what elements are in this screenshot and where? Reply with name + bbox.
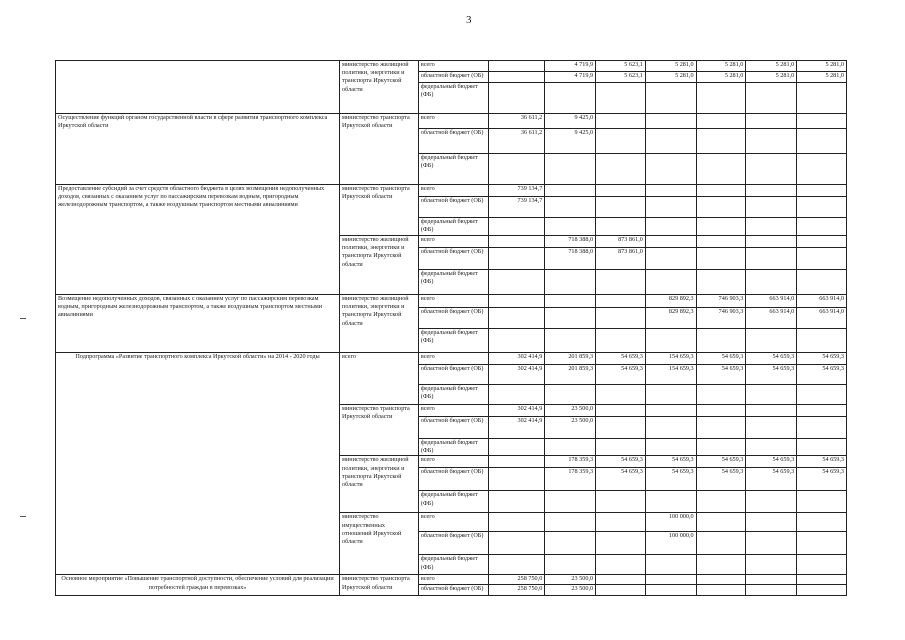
amount-cell: 5 281,0 [696,61,746,72]
amount-cell [596,185,646,197]
amount-cell: 829 892,3 [645,308,696,329]
amount-cell: 663 914,0 [797,295,847,308]
table-body [56,61,847,596]
program-name-cell: Основное мероприятие «Повышение транспортной доступности, обеспечение условий для реализации потребностей граждан в перевозках» [56,575,340,595]
amount-cell [797,197,847,218]
amount-cell [489,491,545,513]
amount-cell [746,83,797,114]
amount-cell: 54 659,3 [645,468,696,491]
amount-cell [696,575,746,584]
amount-cell: 663 914,0 [797,308,847,329]
funding-source-cell: областной бюджет (ОБ) [418,248,488,270]
amount-cell [596,491,646,513]
funding-source-cell: федеральный бюджет (ФБ) [418,385,488,405]
amount-cell [645,114,696,129]
amount-cell [696,439,746,456]
funding-source-cell: всего [418,456,488,468]
amount-cell: 54 659,3 [797,353,847,365]
amount-cell: 829 892,3 [645,295,696,308]
amount-cell [596,129,646,154]
amount-cell [696,83,746,114]
program-name-cell [56,61,340,114]
amount-cell [746,417,797,439]
amount-cell: 873 861,0 [596,236,646,248]
amount-cell: 54 659,3 [645,456,696,468]
amount-cell [645,555,696,575]
amount-cell [797,417,847,439]
amount-cell [696,248,746,270]
amount-cell [797,329,847,353]
amount-cell: 302 414,9 [489,365,545,385]
amount-cell: 746 903,3 [696,308,746,329]
amount-cell [746,555,797,575]
amount-cell [746,197,797,218]
amount-cell: 258 750,0 [489,575,545,584]
amount-cell: 873 861,0 [596,248,646,270]
amount-cell [797,270,847,295]
amount-cell [696,329,746,353]
budget-table-sheet [55,60,847,596]
amount-cell: 23 500,0 [545,584,596,595]
amount-cell [645,329,696,353]
amount-cell: 54 659,3 [746,468,797,491]
amount-cell [545,513,596,532]
funding-source-cell: областной бюджет (ОБ) [418,365,488,385]
amount-cell [596,405,646,417]
amount-cell [596,154,646,185]
amount-cell [489,154,545,185]
amount-cell: 23 500,0 [545,575,596,584]
amount-cell [696,555,746,575]
amount-cell: 302 414,9 [489,353,545,365]
amount-cell [596,308,646,329]
amount-cell [596,329,646,353]
program-name-cell: Предоставление субсидий за счет средств областного бюджета в целях возмещения недополученных доходов, связанных с оказанием услуг по пассажирским перевозкам водным, пригородным железнодорожным транспортом, а также воздушным транспортом местными авиалиниями [56,185,340,295]
amount-cell [596,270,646,295]
amount-cell [645,154,696,185]
amount-cell [746,439,797,456]
amount-cell [797,236,847,248]
funding-source-cell: всего [418,61,488,72]
amount-cell [696,584,746,595]
amount-cell [645,405,696,417]
funding-source-cell: областной бюджет (ОБ) [418,417,488,439]
amount-cell [645,575,696,584]
amount-cell [545,329,596,353]
amount-cell: 36 611,2 [489,129,545,154]
executor-cell: министерство имущественных отношений Иркутской области [340,513,419,575]
amount-cell: 100 000,0 [645,532,696,555]
table-row [56,353,847,365]
amount-cell: 36 611,2 [489,114,545,129]
amount-cell [596,83,646,114]
amount-cell [596,513,646,532]
amount-cell: 201 859,3 [545,353,596,365]
amount-cell [746,185,797,197]
amount-cell [596,575,646,584]
amount-cell: 5 623,1 [596,61,646,72]
amount-cell [797,513,847,532]
amount-cell [545,218,596,236]
amount-cell [545,385,596,405]
amount-cell [489,468,545,491]
executor-cell: министерство транспорта Иркутской области [340,114,419,185]
amount-cell [645,584,696,595]
amount-cell [545,197,596,218]
funding-source-cell: всего [418,405,488,417]
amount-cell: 54 659,3 [746,456,797,468]
budget-table [55,60,847,596]
amount-cell [797,248,847,270]
amount-cell: 739 134,7 [489,197,545,218]
funding-source-cell: всего [418,114,488,129]
funding-source-cell: всего [418,513,488,532]
amount-cell [746,154,797,185]
amount-cell [746,385,797,405]
program-name-cell: Осуществление функций органом государственной власти в сфере развития транспортного комплекса Иркутской области [56,114,340,185]
amount-cell [596,584,646,595]
margin-mark [20,318,26,319]
amount-cell [489,218,545,236]
funding-source-cell: областной бюджет (ОБ) [418,584,488,595]
amount-cell [489,513,545,532]
amount-cell [696,491,746,513]
amount-cell [797,114,847,129]
funding-source-cell: федеральный бюджет (ФБ) [418,491,488,513]
amount-cell [596,439,646,456]
amount-cell: 9 425,0 [545,129,596,154]
funding-source-cell: всего [418,575,488,584]
funding-source-cell: всего [418,353,488,365]
amount-cell [489,385,545,405]
amount-cell [797,154,847,185]
amount-cell: 746 903,3 [696,295,746,308]
amount-cell [545,270,596,295]
amount-cell [596,218,646,236]
amount-cell [696,114,746,129]
funding-source-cell: федеральный бюджет (ФБ) [418,154,488,185]
amount-cell: 5 281,0 [746,61,797,72]
amount-cell: 5 281,0 [696,72,746,83]
amount-cell: 5 281,0 [797,72,847,83]
program-name-cell: Подпрограмма «Развитие транспортного комплекса Иркутской области» на 2014 - 2020 годы [56,353,340,575]
amount-cell: 5 281,0 [645,61,696,72]
amount-cell [797,575,847,584]
amount-cell: 54 659,3 [596,365,646,385]
funding-source-cell: федеральный бюджет (ФБ) [418,329,488,353]
amount-cell: 739 134,7 [489,185,545,197]
amount-cell [797,439,847,456]
amount-cell [545,185,596,197]
amount-cell [489,555,545,575]
margin-mark [20,516,26,517]
amount-cell [696,385,746,405]
amount-cell [489,236,545,248]
amount-cell [746,405,797,417]
amount-cell [797,405,847,417]
amount-cell [645,417,696,439]
table-row [56,61,847,72]
amount-cell: 201 859,3 [545,365,596,385]
amount-cell [596,417,646,439]
amount-cell [645,439,696,456]
amount-cell: 54 659,3 [696,353,746,365]
amount-cell: 718 388,0 [545,236,596,248]
funding-source-cell: областной бюджет (ОБ) [418,197,488,218]
amount-cell: 54 659,3 [797,456,847,468]
amount-cell [696,236,746,248]
amount-cell: 54 659,3 [746,353,797,365]
program-name-cell: Возмещение недополученных доходов, связанных с оказанием услуг по пассажирским перевозкам водным, пригородным железнодорожным транспортом, а также воздушным транспортом местными авиалиниями [56,295,340,353]
amount-cell: 178 359,3 [545,456,596,468]
executor-cell: министерство транспорта Иркутской области [340,405,419,456]
funding-source-cell: областной бюджет (ОБ) [418,72,488,83]
amount-cell: 302 414,9 [489,405,545,417]
amount-cell [545,295,596,308]
amount-cell [746,532,797,555]
amount-cell [746,513,797,532]
funding-source-cell: всего [418,295,488,308]
amount-cell [746,129,797,154]
funding-source-cell: федеральный бюджет (ФБ) [418,270,488,295]
amount-cell: 258 750,0 [489,584,545,595]
amount-cell [797,218,847,236]
amount-cell [746,575,797,584]
executor-cell: всего [340,353,419,405]
amount-cell [489,61,545,72]
amount-cell [596,555,646,575]
funding-source-cell: всего [418,236,488,248]
amount-cell: 663 914,0 [746,308,797,329]
amount-cell [645,270,696,295]
amount-cell [797,532,847,555]
amount-cell: 154 659,3 [645,365,696,385]
amount-cell: 54 659,3 [596,468,646,491]
amount-cell [596,532,646,555]
amount-cell [746,270,797,295]
amount-cell [645,248,696,270]
executor-cell: министерство транспорта Иркутской области [340,185,419,236]
amount-cell: 54 659,3 [797,365,847,385]
amount-cell: 718 388,0 [545,248,596,270]
amount-cell: 23 500,0 [545,417,596,439]
amount-cell [797,129,847,154]
amount-cell [489,439,545,456]
amount-cell [645,185,696,197]
amount-cell [645,218,696,236]
amount-cell [645,385,696,405]
executor-cell: министерство жилищной политики, энергетики и транспорта Иркутской области [340,456,419,513]
amount-cell: 100 000,0 [645,513,696,532]
funding-source-cell: федеральный бюджет (ФБ) [418,555,488,575]
table-row [56,295,847,308]
amount-cell [545,491,596,513]
funding-source-cell: областной бюджет (ОБ) [418,468,488,491]
table-row [56,575,847,584]
amount-cell: 663 914,0 [746,295,797,308]
funding-source-cell: областной бюджет (ОБ) [418,532,488,555]
amount-cell [746,114,797,129]
page-number: 3 [466,14,472,26]
amount-cell [545,154,596,185]
amount-cell: 5 623,1 [596,72,646,83]
amount-cell [797,491,847,513]
amount-cell [596,385,646,405]
amount-cell [489,532,545,555]
amount-cell: 54 659,3 [696,365,746,385]
amount-cell [746,248,797,270]
amount-cell [545,532,596,555]
executor-cell: министерство жилищной политики, энергетики и транспорта Иркутской области [340,236,419,295]
funding-source-cell: федеральный бюджет (ФБ) [418,439,488,456]
executor-cell: министерство жилищной политики, энергетики и транспорта Иркутской области [340,61,419,114]
amount-cell [645,83,696,114]
amount-cell [489,456,545,468]
amount-cell [696,197,746,218]
amount-cell [696,405,746,417]
amount-cell [746,491,797,513]
amount-cell: 302 414,9 [489,417,545,439]
amount-cell [797,185,847,197]
amount-cell: 54 659,3 [596,353,646,365]
amount-cell [489,72,545,83]
amount-cell [797,584,847,595]
amount-cell [545,555,596,575]
amount-cell [645,197,696,218]
amount-cell: 23 500,0 [545,405,596,417]
amount-cell [489,270,545,295]
amount-cell [797,83,847,114]
amount-cell: 4 719,9 [545,72,596,83]
amount-cell [596,197,646,218]
amount-cell [797,555,847,575]
amount-cell [746,218,797,236]
amount-cell [545,439,596,456]
amount-cell: 154 659,3 [645,353,696,365]
amount-cell [746,329,797,353]
executor-cell: министерство жилищной политики, энергетики и транспорта Иркутской области [340,295,419,353]
amount-cell [696,532,746,555]
amount-cell [797,385,847,405]
table-row [56,185,847,197]
funding-source-cell: областной бюджет (ОБ) [418,308,488,329]
amount-cell: 178 359,3 [545,468,596,491]
amount-cell [696,185,746,197]
funding-source-cell: федеральный бюджет (ФБ) [418,83,488,114]
amount-cell [696,270,746,295]
amount-cell [696,513,746,532]
amount-cell: 54 659,3 [696,468,746,491]
amount-cell [746,236,797,248]
amount-cell [489,248,545,270]
amount-cell [645,129,696,154]
amount-cell [489,329,545,353]
amount-cell [746,584,797,595]
amount-cell [645,236,696,248]
amount-cell [696,129,746,154]
funding-source-cell: федеральный бюджет (ФБ) [418,218,488,236]
amount-cell: 54 659,3 [696,456,746,468]
amount-cell [696,218,746,236]
amount-cell: 9 425,0 [545,114,596,129]
executor-cell: министерство транспорта Иркутской области [340,575,419,595]
amount-cell: 54 659,3 [746,365,797,385]
amount-cell [545,308,596,329]
amount-cell [596,114,646,129]
amount-cell: 54 659,3 [797,468,847,491]
funding-source-cell: всего [418,185,488,197]
amount-cell [545,83,596,114]
table-row [56,114,847,129]
amount-cell [489,308,545,329]
amount-cell [596,295,646,308]
amount-cell: 54 659,3 [596,456,646,468]
amount-cell [696,417,746,439]
amount-cell: 5 281,0 [797,61,847,72]
amount-cell [696,154,746,185]
funding-source-cell: областной бюджет (ОБ) [418,129,488,154]
amount-cell: 5 281,0 [645,72,696,83]
amount-cell [489,83,545,114]
amount-cell: 5 281,0 [746,72,797,83]
amount-cell [489,295,545,308]
amount-cell: 4 719,9 [545,61,596,72]
amount-cell [645,491,696,513]
